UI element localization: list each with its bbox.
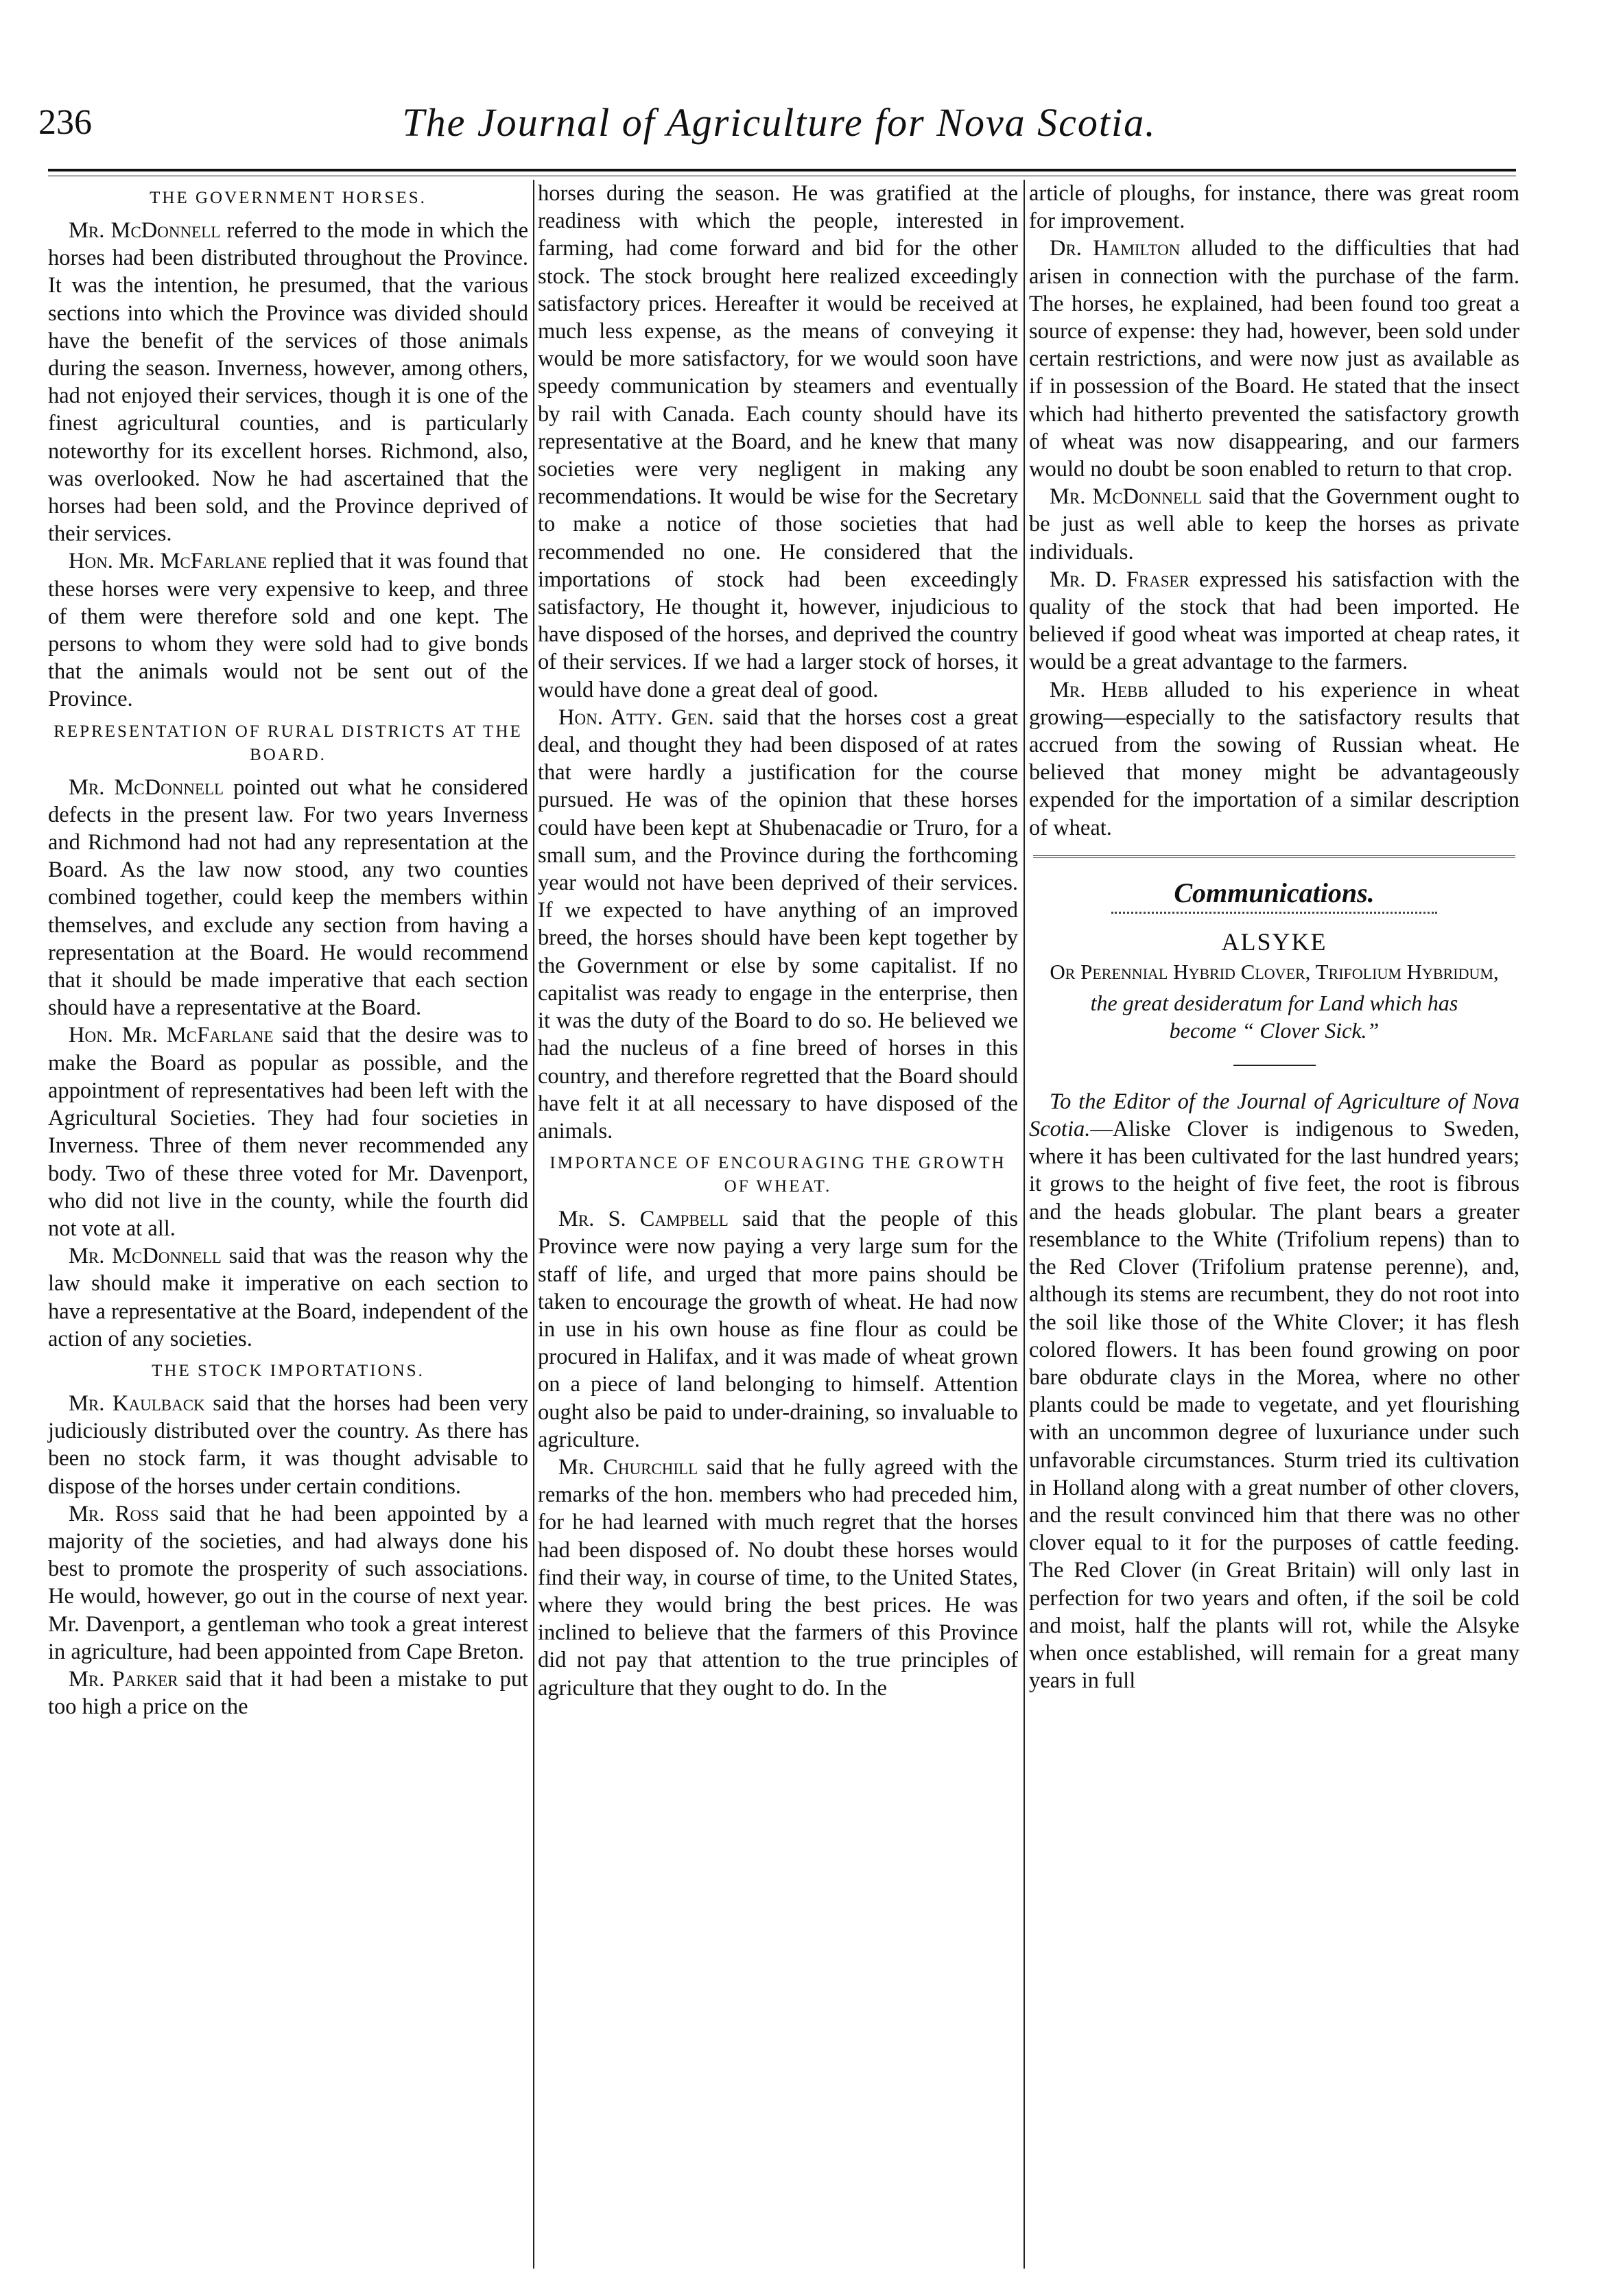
salutation: To the Editor of the Journal of Agriculture of Nova Scotia. [1029, 1089, 1519, 1142]
communications-heading: Communications. [1174, 877, 1375, 908]
paragraph [48, 1021, 528, 1242]
paragraph-text: said that the Government ought to be just as well able to keep the horses as private individuals. [1029, 484, 1519, 565]
speaker-name: Mr. McDonnell [69, 1244, 222, 1269]
section-heading: THE STOCK IMPORTATIONS. [152, 1361, 425, 1380]
speaker-name: Mr. D. Fraser [1050, 567, 1190, 592]
paragraph [538, 1205, 1018, 1454]
header-rule [48, 169, 1516, 171]
speaker-name: Mr. S. Campbell [558, 1207, 729, 1232]
journal-title: The Journal of Agriculture for Nova Scotia. [402, 100, 1157, 145]
paragraph: horses during the season. He was gratified at the readiness with which the people, interested in farming, had come forward and bid for the other stock. The stock brought here realized exceedingly satisfactory prices. Hereafter it would be received at much less expense, as the means of conveying it would be more satisfactory, for we would soon have speedy communication by steamers and eventually by rail with Canada. Each county should have its representative at the Board, and he knew that many societies were very negligent in making any recommendations. It would be wise for the Secretary to make a notice of those societies that had recommended no one. He considered that the importations of stock had been exceedingly satisfactory, He thought it, however, injudicious to have disposed of the horses, and deprived the country of their services. If we had a larger stock of horses, it would have done a great deal of good. [538, 181, 1018, 702]
speaker-name: Dr. Hamilton [1050, 236, 1181, 261]
speaker-name: Mr. Hebb [1050, 677, 1148, 702]
article-description: the great desideratum for Land which has become “ Clover Sick.” [1090, 990, 1458, 1043]
paragraph-text: expressed his satisfaction with the quality of the stock that had been imported. He believed if good wheat was imported at cheap rates, it would be a great advantage to the farmers. [1029, 567, 1519, 675]
speaker-name: Mr. McDonnell [69, 218, 221, 243]
speaker-name: Mr. Ross [69, 1501, 159, 1526]
paragraph: article of ploughs, for instance, there was great room for improvement. [1029, 181, 1519, 234]
dotted-rule [1111, 912, 1437, 914]
paragraph [48, 547, 528, 713]
paragraph [538, 704, 1018, 1145]
article-subtitle: Or Perennial Hybrid Clover, Trifolium Hybridum, [1050, 959, 1499, 984]
paragraph [1029, 1088, 1519, 1694]
paragraph [48, 1390, 528, 1500]
paragraph [1029, 566, 1519, 676]
column-divider [1024, 180, 1025, 2269]
column-divider [533, 180, 534, 2269]
column-2 [538, 180, 1018, 1702]
paragraph-text: alluded to his experience in wheat growing—especially to the satisfactory results that accrued from the sowing of Russian wheat. He believed that money might be advantageously expended for the importation of a similar description of wheat. [1029, 677, 1519, 840]
paragraph [538, 1454, 1018, 1702]
speaker-name: Mr. McDonnell [69, 774, 224, 800]
paragraph [1029, 483, 1519, 566]
page-number: 236 [38, 103, 92, 142]
paragraph-text: —Aliske Clover is indigenous to Sweden, where it has been cultivated for the last hundred years; it grows to the height of five feet, the root is fibrous and the heads globular. The plant bears a greater resemblance to the White (Trifolium repens) than to the Red Clover (Trifolium pratense perenne), and, although its stems are recumbent, they do not root into the soil like those of the White Clover; it has flesh colored flowers. It has been found growing on poor bare obdurate clays in the Morea, where no other plants could be made to vegetate, and yet flourishing with an uncommon degree of luxuriance under such unfavorable circumstances. Sturm tried its cultivation in Holland along with a great number of other clovers, and the result convinced him that there was no other clover equal to it for the purposes of cattle feeding. The Red Clover (in Great Britain) will only last in perfection for two years and often, if the soil be cold and moist, half the plants will rot, while the Alsyke when once established, will remain for a great many years in full [1029, 1117, 1519, 1694]
paragraph-text: said that he fully agreed with the remarks of the hon. members who had preceded him, for he had learned with much regret that the horses had been disposed of. No doubt these horses would find their way, in course of time, to the United States, where they would bring the best prices. He was inclined to believe that the farmers of this Province did not pay that attention to the true principles of agriculture that they ought to do. In the [538, 1454, 1018, 1701]
paragraph [1029, 676, 1519, 842]
paragraph-text: said that the people of this Province were now paying a very large sum for the staff of life, and urged that more pains should be taken to encourage the growth of wheat. He had now in use in his own house as fine flour as could be procured in Halifax, and it was made of wheat grown on a piece of land belonging to himself. Attention ought also be paid to under-draining, so invaluable to agriculture. [538, 1207, 1018, 1452]
section-divider [1033, 855, 1515, 862]
paragraph-text: said that the horses had been very judiciously distributed over the country. As there has been no stock farm, it was thought advisable to dispose of the horses under certain conditions. [48, 1390, 528, 1499]
column-3 [1029, 180, 1519, 1694]
section-heading: REPRESENTATION OF RURAL DISTRICTS AT THE BOARD. [54, 722, 523, 764]
paragraph-text: said that it had been a mistake to put too high a price on the [48, 1666, 528, 1720]
paragraph [1029, 235, 1519, 483]
paragraph [48, 1500, 528, 1666]
article-title: ALSYKE [1221, 927, 1327, 956]
speaker-name: Hon. Atty. Gen. [558, 705, 714, 730]
section-heading: THE GOVERNMENT HORSES. [150, 189, 427, 207]
page-header [38, 99, 1520, 168]
speaker-name: Mr. Kaulback [69, 1390, 205, 1416]
column-1 [48, 180, 528, 1720]
short-rule [1233, 1065, 1316, 1066]
paragraph [48, 774, 528, 1022]
paragraph-text: pointed out what he considered defects in the present law. For two years Inverness and Richmond had not had any representation at the Board. As the law now stood, any two counties combined together, could keep the members within themselves, and exclude any section from having a representation at the Board. He would recommend that it should be made imperative that each section should have a representative at the Board. [48, 774, 528, 1021]
paragraph [48, 1242, 528, 1353]
speaker-name: Mr. McDonnell [1050, 484, 1203, 510]
paragraph-text: alluded to the difficulties that had arisen in connection with the purchase of the farm. The horses, he explained, had been found too great a source of expense: they had, however, been sold under certain restrictions, and were now just as available as if in possession of the Board. He stated that the insect which had hitherto prevented the satisfactory growth of wheat was now disappearing, and our farmers would no doubt be soon enabled to return to that crop. [1029, 236, 1519, 482]
section-heading: IMPORTANCE OF ENCOURAGING THE GROWTH OF WHEAT. [549, 1154, 1006, 1196]
paragraph-text: said that the horses cost a great deal, and thought they had been disposed of at rates that were hardly a justification for the course pursued. He was of the opinion that these horses could have been kept at Shubenacadie or Truro, for a small sum, and the Province during the forthcoming year would not have been deprived of their services. If we expected to have anything of an improved breed, the horses should have been kept together by the Government or else by some capitalist. If no capitalist was ready to engage in the enterprise, then it was the duty of the Board to do so. He believed we had the nucleus of a fine breed of horses in this country, and therefore regretted that the Board should have felt it at all necessary to have disposed of the animals. [538, 705, 1018, 1144]
paragraph-text: replied that it was found that these horses were very expensive to keep, and three of them were therefore sold and one kept. The persons to whom they were sold had to give bonds that the animals would not be sent out of the Province. [48, 549, 528, 712]
paragraph-text: said that the desire was to make the Board as popular as possible, and the appointment of representatives had been left with the Agricultural Societies. They had four societies in Inverness. Three of them never recommended any body. Two of these three voted for Mr. Davenport, who did not live in the county, while the fourth did not vote at all. [48, 1023, 528, 1241]
paragraph [48, 217, 528, 547]
speaker-name: Hon. Mr. McFarlane [69, 1023, 274, 1048]
paragraph [48, 1666, 528, 1720]
speaker-name: Mr. Parker [69, 1666, 178, 1692]
speaker-name: Mr. Churchill [558, 1454, 698, 1480]
paragraph-text: referred to the mode in which the horses had been distributed throughout the Province. It was the intention, he presumed, that the various sections into which the Province was divided should have the benefit of the services of those animals during the season. Inverness, however, among others, had not enjoyed their services, though it is one of the finest agricultural counties, and is particularly noteworthy for its excellent horses. Richmond, also, was overlooked. Now he had ascertained that the horses had been sold, and the Province deprived of their services. [48, 218, 528, 547]
paragraph-text: said that he had been appointed by a majority of the societies, and had always done his best to promote the prosperity of such associations. He would, however, go out in the course of next year. Mr. Davenport, a gentleman who took a great interest in agriculture, had been appointed from Cape Breton. [48, 1501, 528, 1664]
speaker-name: Hon. Mr. McFarlane [69, 549, 268, 574]
paragraph-text: said that was the reason why the law should make it imperative on each section to have a representative at the Board, independent of the action of any societies. [48, 1244, 528, 1351]
